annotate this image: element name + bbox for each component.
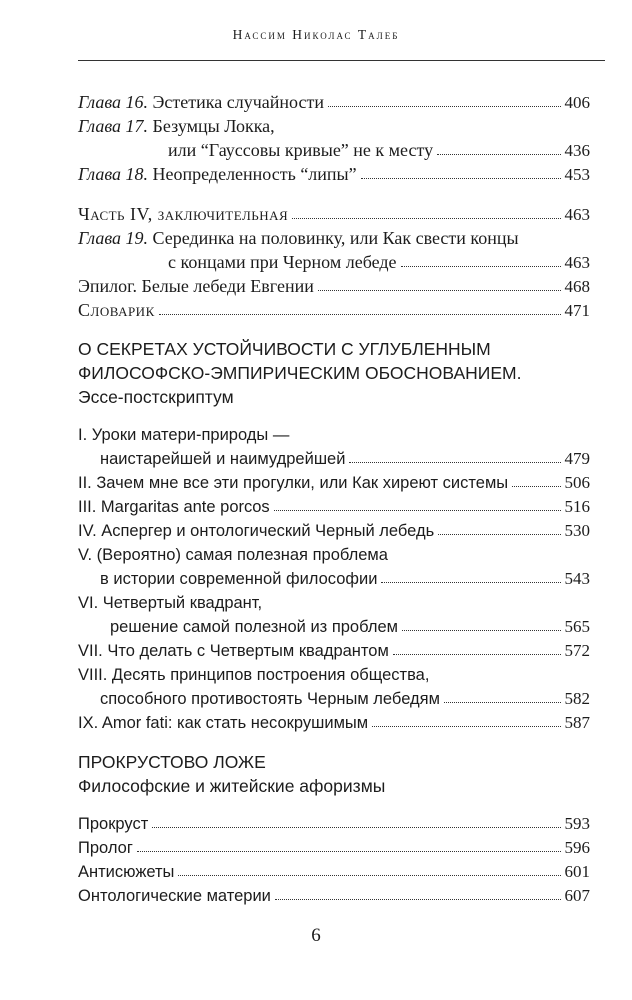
toc-entry-essay-7[interactable] — [78, 639, 590, 663]
dot-leader — [349, 461, 560, 463]
toc-entry-essay-4[interactable] — [78, 519, 590, 543]
toc-entry-essay-1-line2[interactable] — [100, 447, 590, 471]
page-ref: 607 — [564, 886, 590, 905]
procrustes-heading: ПРОКРУСТОВО ЛОЖЕ — [78, 752, 266, 772]
dot-leader — [292, 217, 560, 219]
page-ref: 463 — [564, 205, 590, 224]
page-ref: 543 — [564, 569, 590, 588]
page-ref: 601 — [564, 862, 590, 881]
chapter-label: Глава 16. — [78, 92, 149, 112]
dot-leader — [361, 177, 561, 179]
toc-entry-part4[interactable] — [78, 202, 590, 226]
page-ref: 453 — [564, 165, 590, 184]
entry-title: VII. Что делать с Четвертым квадрантом — [78, 642, 389, 660]
chapter-title: Безумцы Локка, — [152, 116, 275, 136]
toc-entry-procrustes-4[interactable] — [78, 884, 590, 908]
header-rule — [78, 60, 605, 61]
toc-entry-essay-6-line2[interactable] — [110, 615, 590, 639]
chapter-title: Эстетика случайности — [152, 92, 324, 112]
dot-leader — [178, 874, 560, 876]
dot-leader — [438, 533, 560, 535]
toc-entry-essay-8-line2[interactable] — [100, 687, 590, 711]
entry-title: Словарик — [78, 300, 155, 320]
dot-leader — [402, 629, 561, 631]
toc-entry-essay-2[interactable] — [78, 471, 590, 495]
dot-leader — [159, 313, 561, 315]
page-ref: 463 — [564, 253, 590, 272]
entry-title: Пролог — [78, 839, 133, 857]
toc-entry-ch17-line2[interactable] — [168, 138, 590, 162]
dot-leader — [512, 485, 560, 487]
dot-leader — [275, 898, 561, 900]
essay-heading-line1: О СЕКРЕТАХ УСТОЙЧИВОСТИ С УГЛУБЛЕННЫМ — [78, 339, 491, 359]
chapter-title: Серединка на половинку, или Как свести концы — [152, 228, 519, 248]
procrustes-subheading: Философские и житейские афоризмы — [78, 776, 386, 796]
page-ref: 587 — [564, 713, 590, 732]
toc-entry-essay-1-line1[interactable]: I. Уроки матери-природы — — [78, 426, 290, 444]
entry-title: Антисюжеты — [78, 863, 175, 881]
entry-title: IV. Аспергер и онтологический Черный лебедь — [78, 522, 435, 540]
page-ref: 596 — [564, 838, 590, 857]
dot-leader — [437, 153, 560, 155]
dot-leader — [318, 289, 561, 291]
toc-entry-essay-3[interactable] — [78, 495, 590, 519]
page-ref: 593 — [564, 814, 590, 833]
toc-entry-glossary[interactable] — [78, 298, 590, 322]
page-ref: 471 — [564, 301, 590, 320]
chapter-title: Неопределенность “липы” — [152, 164, 357, 184]
chapter-title-cont: с концами при Черном лебеде — [168, 252, 397, 272]
dot-leader — [328, 105, 561, 107]
dot-leader — [152, 826, 560, 828]
entry-title: III. Margaritas ante porcos — [78, 498, 270, 516]
toc-entry-essay-5-line2[interactable] — [100, 567, 590, 591]
page-ref: 468 — [564, 277, 590, 296]
chapter-label: Глава 19. — [78, 228, 149, 248]
toc-entry-epilogue[interactable] — [78, 274, 590, 298]
page-ref: 406 — [564, 93, 590, 112]
chapter-label: Глава 17. — [78, 116, 149, 136]
entry-title: IX. Amor fati: как стать несокрушимым — [78, 714, 369, 732]
entry-title: Онтологические материи — [78, 887, 271, 905]
entry-title: Прокруст — [78, 815, 149, 833]
entry-title-cont: в истории современной философии — [100, 570, 378, 588]
toc-entry-ch19-line1[interactable] — [78, 226, 519, 250]
entry-title-cont: способного противостоять Черным лебедям — [100, 690, 440, 708]
part-title: Часть IV, заключительная — [78, 204, 289, 224]
toc-entry-essay-6-line1[interactable]: VI. Четвертый квадрант, — [78, 594, 263, 612]
entry-title: Эпилог. Белые лебеди Евгении — [78, 276, 314, 296]
toc-entry-ch18[interactable] — [78, 162, 590, 186]
dot-leader — [393, 653, 561, 655]
essay-subheading: Эссе-постскриптум — [78, 387, 234, 407]
dot-leader — [401, 265, 561, 267]
page-ref: 572 — [564, 641, 590, 660]
entry-title-cont: решение самой полезной из проблем — [110, 618, 398, 636]
toc-entry-ch16[interactable] — [78, 90, 590, 114]
page-ref: 582 — [564, 689, 590, 708]
toc-entry-procrustes-1[interactable] — [78, 812, 590, 836]
page-ref: 436 — [564, 141, 590, 160]
page-number: 6 — [311, 925, 321, 946]
entry-title-cont: наистарейшей и наимудрейшей — [100, 450, 346, 468]
dot-leader — [381, 581, 560, 583]
page-ref: 479 — [564, 449, 590, 468]
toc-entry-essay-5-line1[interactable]: V. (Вероятно) самая полезная проблема — [78, 546, 388, 564]
essay-heading-line2: ФИЛОСОФСКО-ЭМПИРИЧЕСКИМ ОБОСНОВАНИЕМ. — [78, 363, 522, 383]
page-ref: 516 — [564, 497, 590, 516]
dot-leader — [372, 725, 560, 727]
dot-leader — [137, 850, 561, 852]
toc-entry-essay-9[interactable] — [78, 711, 590, 735]
chapter-label: Глава 18. — [78, 164, 149, 184]
toc-entry-procrustes-3[interactable] — [78, 860, 590, 884]
running-header: Нассим Николас Талеб — [232, 27, 400, 42]
entry-title: II. Зачем мне все эти прогулки, или Как хиреют системы — [78, 474, 509, 492]
toc-entry-ch19-line2[interactable] — [168, 250, 590, 274]
dot-leader — [274, 509, 561, 511]
dot-leader — [444, 701, 561, 703]
page-ref: 530 — [564, 521, 590, 540]
toc-entry-procrustes-2[interactable] — [78, 836, 590, 860]
page-ref: 506 — [564, 473, 590, 492]
toc-entry-essay-8-line1[interactable]: VIII. Десять принципов построения общества, — [78, 666, 430, 684]
toc-entry-ch17-line1[interactable] — [78, 114, 275, 138]
page-ref: 565 — [564, 617, 590, 636]
chapter-title-cont: или “Гауссовы кривые” не к месту — [168, 140, 434, 160]
